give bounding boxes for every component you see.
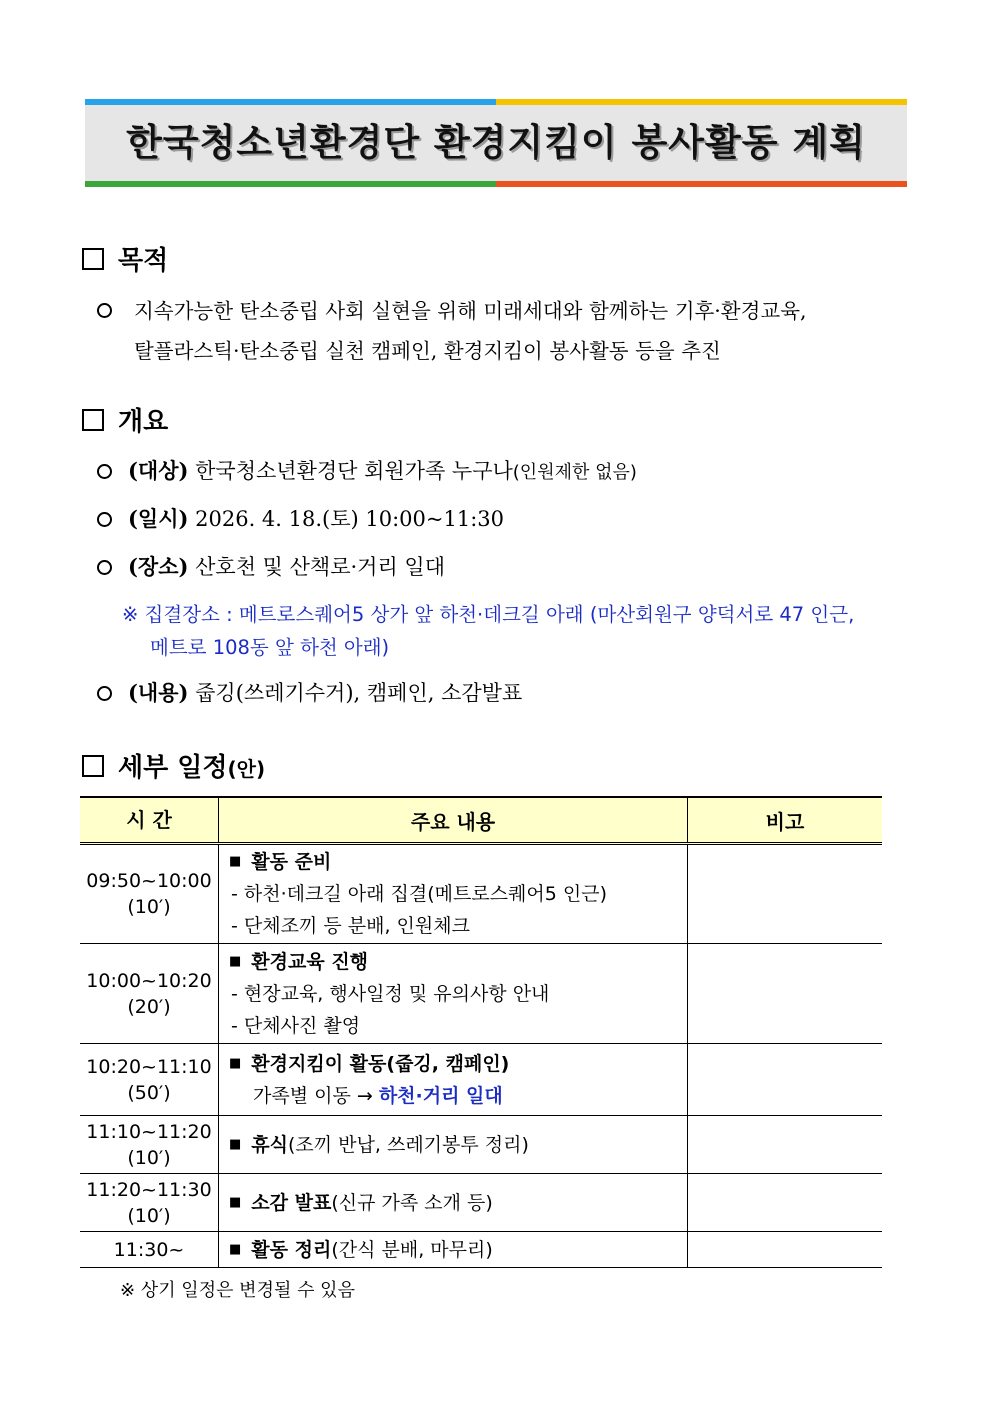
table-row [80, 1116, 882, 1174]
target-value: 한국청소년환경단 회원가족 누구나 [195, 459, 513, 483]
meeting-note-line-1: ※ 집결장소 : 메트로스퀘어5 상가 앞 하천·데크길 아래 (마산회원구 양덕서로 47 인근, [122, 603, 855, 626]
overview-target [128, 455, 637, 485]
target-label: (대상) [128, 458, 189, 483]
purpose-line-1: 지속가능한 탄소중립 사회 실현을 위해 미래세대와 함께하는 기후·환경교육, [134, 299, 807, 323]
place-value: 산호천 및 산책로·거리 일대 [195, 555, 445, 579]
time-cell [80, 1174, 219, 1232]
section-schedule-heading: 세부 일정(안) [82, 747, 265, 784]
move-place: 하천·거리 일대 [378, 1084, 503, 1107]
time-range: 10:00~10:20 [86, 969, 212, 992]
table-header-row [80, 797, 882, 844]
square-bullet-icon: ■ [229, 1136, 242, 1152]
place-label: (장소) [128, 554, 189, 579]
table-row [80, 1174, 882, 1232]
time-range: 11:20~11:30 [86, 1178, 212, 1201]
content-cell [219, 844, 688, 944]
duration: (10′) [127, 896, 171, 918]
time-cell [80, 1232, 219, 1268]
checkbox-square-icon [82, 248, 104, 270]
column-header-remarks: 비고 [688, 797, 883, 844]
time-range: 10:20~11:10 [86, 1055, 212, 1078]
time-range: 09:50~10:00 [86, 870, 212, 892]
schedule-table [80, 796, 882, 1268]
content-cell [219, 1116, 688, 1174]
square-bullet-icon: ■ [229, 854, 242, 869]
remarks-cell [688, 1044, 883, 1116]
circle-bullet-icon [97, 303, 112, 318]
time-range: 11:30~ [113, 1238, 185, 1261]
duration: (10′) [127, 1146, 171, 1169]
activity-detail: - 하천·데크길 아래 집결(메트로스퀘어5 인근) [231, 883, 607, 905]
table-row [80, 944, 882, 1044]
time-cell [80, 944, 219, 1044]
remarks-cell [688, 944, 883, 1044]
date-label: (일시) [128, 506, 189, 531]
overview-place [128, 551, 445, 581]
table-row [80, 1044, 882, 1116]
square-bullet-icon: ■ [229, 1055, 242, 1071]
activity-title: 휴식 [251, 1133, 289, 1156]
activity-detail: (간식 분배, 마무리) [331, 1238, 493, 1261]
checkbox-square-icon [82, 755, 104, 777]
content-value: 줍깅(쓰레기수거), 캠페인, 소감발표 [195, 681, 523, 705]
activity-detail: (신규 가족 소개 등) [331, 1191, 493, 1214]
schedule-footnote: ※ 상기 일정은 변경될 수 있음 [120, 1280, 355, 1301]
meeting-note-line-2: 메트로 108동 앞 하천 아래) [150, 636, 390, 659]
circle-bullet-icon [97, 560, 112, 575]
activity-title: 소감 발표 [251, 1191, 332, 1214]
circle-bullet-icon [97, 464, 112, 479]
remarks-cell [688, 1174, 883, 1232]
square-bullet-icon: ■ [229, 1241, 242, 1257]
activity-title: 환경교육 진행 [251, 950, 369, 973]
table-row [80, 844, 882, 944]
title-bar-orange [496, 181, 907, 187]
activity-title: 환경지킴이 활동(줍깅, 캠페인) [251, 1052, 510, 1075]
activity-title: 활동 정리 [251, 1238, 332, 1261]
activity-detail: - 단체조끼 등 분배, 인원체크 [231, 915, 470, 937]
move-text: 가족별 이동 → [253, 1084, 379, 1107]
circle-bullet-icon [97, 686, 112, 701]
duration: (20′) [127, 995, 171, 1018]
content-cell [219, 1044, 688, 1116]
column-header-time: 시 간 [80, 797, 219, 844]
duration: (10′) [127, 1204, 171, 1227]
activity-detail: (조끼 반납, 쓰레기봉투 정리) [288, 1133, 529, 1156]
content-cell [219, 1232, 688, 1268]
square-bullet-icon: ■ [229, 1194, 242, 1210]
overview-content [128, 677, 522, 707]
remarks-cell [688, 1116, 883, 1174]
remarks-cell [688, 844, 883, 944]
activity-detail: - 현장교육, 행사일정 및 유의사항 안내 [231, 982, 550, 1005]
circle-bullet-icon [97, 512, 112, 527]
column-header-content: 주요 내용 [219, 797, 688, 844]
time-cell [80, 1116, 219, 1174]
activity-detail: - 단체사진 촬영 [231, 1014, 361, 1037]
overview-date [128, 503, 504, 533]
time-cell [80, 844, 219, 944]
time-cell [80, 1044, 219, 1116]
square-bullet-icon: ■ [229, 953, 242, 969]
content-cell [219, 944, 688, 1044]
target-note: (인원제한 없음) [512, 462, 637, 483]
purpose-line-2: 탈플라스틱·탄소중립 실천 캠페인, 환경지킴이 봉사활동 등을 추진 [134, 339, 721, 363]
title-bar-green [85, 181, 496, 187]
time-range: 11:10~11:20 [86, 1120, 212, 1143]
checkbox-square-icon [82, 409, 104, 431]
content-label: (내용) [128, 680, 189, 705]
activity-title: 활동 준비 [251, 851, 332, 873]
remarks-cell [688, 1232, 883, 1268]
date-value: 2026. 4. 18.(토) 10:00~11:30 [195, 507, 505, 531]
section-purpose-heading: 목적 [82, 240, 168, 277]
table-row [80, 1232, 882, 1268]
content-cell [219, 1174, 688, 1232]
section-overview-heading: 개요 [82, 401, 168, 438]
duration: (50′) [127, 1081, 171, 1104]
page-title: 한국청소년환경단 환경지킴이 봉사활동 계획 [126, 121, 866, 164]
